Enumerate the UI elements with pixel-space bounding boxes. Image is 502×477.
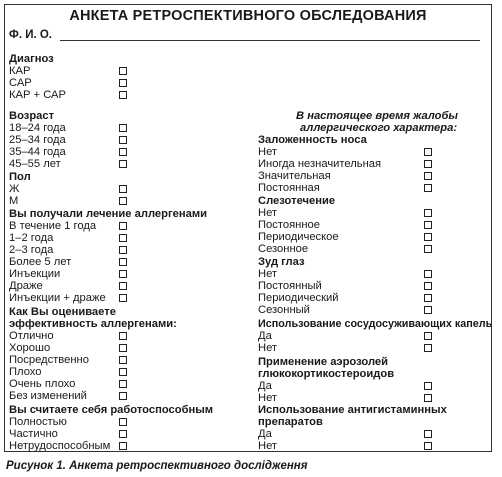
aerosol-option: Нет	[258, 392, 278, 404]
age-heading: Возраст	[9, 110, 55, 122]
nasal-checkbox[interactable]	[424, 172, 432, 180]
complaints-intro: аллергического характера:	[300, 122, 458, 134]
vasoconstrictor-heading: Использование сосудосуживающих капель	[258, 318, 493, 330]
form-title: АНКЕТА РЕТРОСПЕКТИВНОГО ОБСЛЕДОВАНИЯ	[69, 8, 427, 24]
age-option: 25–34 года	[9, 134, 66, 146]
nasal-heading: Заложенность носа	[258, 134, 367, 146]
efficacy-option: Без изменений	[9, 390, 87, 402]
efficacy-option: Отлично	[9, 330, 54, 342]
treatment-option: В течение 1 года	[9, 220, 97, 232]
nasal-option: Значительная	[258, 170, 331, 182]
itch-option: Периодический	[258, 292, 339, 304]
sex-option: Ж	[9, 183, 20, 195]
treatment-checkbox[interactable]	[119, 258, 127, 266]
treatment-checkbox[interactable]	[119, 294, 127, 302]
work-checkbox[interactable]	[119, 430, 127, 438]
tearing-checkbox[interactable]	[424, 245, 432, 253]
efficacy-checkbox[interactable]	[119, 356, 127, 364]
itch-checkbox[interactable]	[424, 294, 432, 302]
treatment-checkbox[interactable]	[119, 234, 127, 242]
treatment-option: 2–3 года	[9, 244, 54, 256]
complaints-intro: В настоящее время жалобы	[296, 110, 458, 122]
itch-heading: Зуд глаз	[258, 256, 305, 268]
nasal-option: Нет	[258, 146, 278, 158]
diagnosis-option: САР	[9, 77, 32, 89]
efficacy-option: Хорошо	[9, 342, 51, 354]
aerosol-checkbox[interactable]	[424, 394, 432, 402]
work-checkbox[interactable]	[119, 418, 127, 426]
efficacy-checkbox[interactable]	[119, 332, 127, 340]
treatment-checkbox[interactable]	[119, 222, 127, 230]
antihist-checkbox[interactable]	[424, 430, 432, 438]
diagnosis-option: КАР	[9, 65, 31, 77]
work-option: Частично	[9, 428, 58, 440]
tearing-checkbox[interactable]	[424, 209, 432, 217]
efficacy-option: Очень плохо	[9, 378, 76, 390]
vasoconstrictor-option: Да	[258, 330, 272, 342]
nasal-checkbox[interactable]	[424, 160, 432, 168]
treatment-checkbox[interactable]	[119, 246, 127, 254]
antihist-option: Нет	[258, 440, 278, 452]
nasal-checkbox[interactable]	[424, 148, 432, 156]
vasoconstrictor-checkbox[interactable]	[424, 344, 432, 352]
sex-checkbox[interactable]	[119, 197, 127, 205]
age-checkbox[interactable]	[119, 136, 127, 144]
treatment-checkbox[interactable]	[119, 270, 127, 278]
efficacy-checkbox[interactable]	[119, 380, 127, 388]
diagnosis-option: КАР + САР	[9, 89, 66, 101]
work-option: Нетрудоспособным	[9, 440, 111, 452]
tearing-option: Постоянное	[258, 219, 320, 231]
fio-input-line[interactable]	[60, 40, 480, 41]
itch-checkbox[interactable]	[424, 306, 432, 314]
antihist-checkbox[interactable]	[424, 442, 432, 450]
efficacy-checkbox[interactable]	[119, 392, 127, 400]
itch-checkbox[interactable]	[424, 270, 432, 278]
efficacy-checkbox[interactable]	[119, 344, 127, 352]
work-heading: Вы считаете себя работоспособным	[9, 404, 214, 416]
treatment-option: 1–2 года	[9, 232, 54, 244]
age-checkbox[interactable]	[119, 160, 127, 168]
itch-option: Нет	[258, 268, 278, 280]
age-option: 45–55 лет	[9, 158, 61, 170]
aerosol-option: Да	[258, 380, 272, 392]
itch-checkbox[interactable]	[424, 282, 432, 290]
antihist-option: Да	[258, 428, 272, 440]
nasal-option: Иногда незначительная	[258, 158, 382, 170]
tearing-heading: Слезотечение	[258, 195, 336, 207]
efficacy-option: Посредственно	[9, 354, 89, 366]
efficacy-checkbox[interactable]	[119, 368, 127, 376]
vasoconstrictor-option: Нет	[258, 342, 278, 354]
tearing-checkbox[interactable]	[424, 221, 432, 229]
tearing-option: Сезонное	[258, 243, 309, 255]
efficacy-option: Плохо	[9, 366, 42, 378]
efficacy-heading: Как Вы оцениваете	[9, 306, 116, 318]
treatment-option: Инъекции	[9, 268, 61, 280]
treatment-option: Более 5 лет	[9, 256, 72, 268]
itch-option: Сезонный	[258, 304, 310, 316]
tearing-option: Нет	[258, 207, 278, 219]
antihist-heading: Использование антигистаминных	[258, 404, 447, 416]
treatment-heading: Вы получали лечение аллергенами	[9, 208, 207, 220]
sex-option: М	[9, 195, 19, 207]
sex-checkbox[interactable]	[119, 185, 127, 193]
vasoconstrictor-checkbox[interactable]	[424, 332, 432, 340]
sex-heading: Пол	[9, 171, 31, 183]
aerosol-heading: Применение аэрозолей	[258, 356, 389, 368]
age-checkbox[interactable]	[119, 148, 127, 156]
diagnosis-checkbox[interactable]	[119, 91, 127, 99]
work-option: Полностью	[9, 416, 67, 428]
aerosol-checkbox[interactable]	[424, 382, 432, 390]
age-checkbox[interactable]	[119, 124, 127, 132]
nasal-option: Постоянная	[258, 182, 320, 194]
work-checkbox[interactable]	[119, 442, 127, 450]
diagnosis-checkbox[interactable]	[119, 67, 127, 75]
treatment-option: Инъекции + драже	[9, 292, 106, 304]
treatment-option: Драже	[9, 280, 43, 292]
figure-caption: Рисунок 1. Анкета ретроспективного дослідження	[6, 460, 308, 472]
diagnosis-checkbox[interactable]	[119, 79, 127, 87]
antihist-heading: препаратов	[258, 416, 323, 428]
age-option: 18–24 года	[9, 122, 66, 134]
diagnosis-heading: Диагноз	[9, 53, 54, 65]
efficacy-heading: эффективность аллергенами:	[9, 318, 177, 330]
age-option: 35–44 года	[9, 146, 66, 158]
tearing-checkbox[interactable]	[424, 233, 432, 241]
nasal-checkbox[interactable]	[424, 184, 432, 192]
itch-option: Постоянный	[258, 280, 322, 292]
tearing-option: Периодическое	[258, 231, 339, 243]
aerosol-heading: глюкокортикостероидов	[258, 368, 395, 380]
fio-label: Ф. И. О.	[9, 29, 53, 41]
treatment-checkbox[interactable]	[119, 282, 127, 290]
